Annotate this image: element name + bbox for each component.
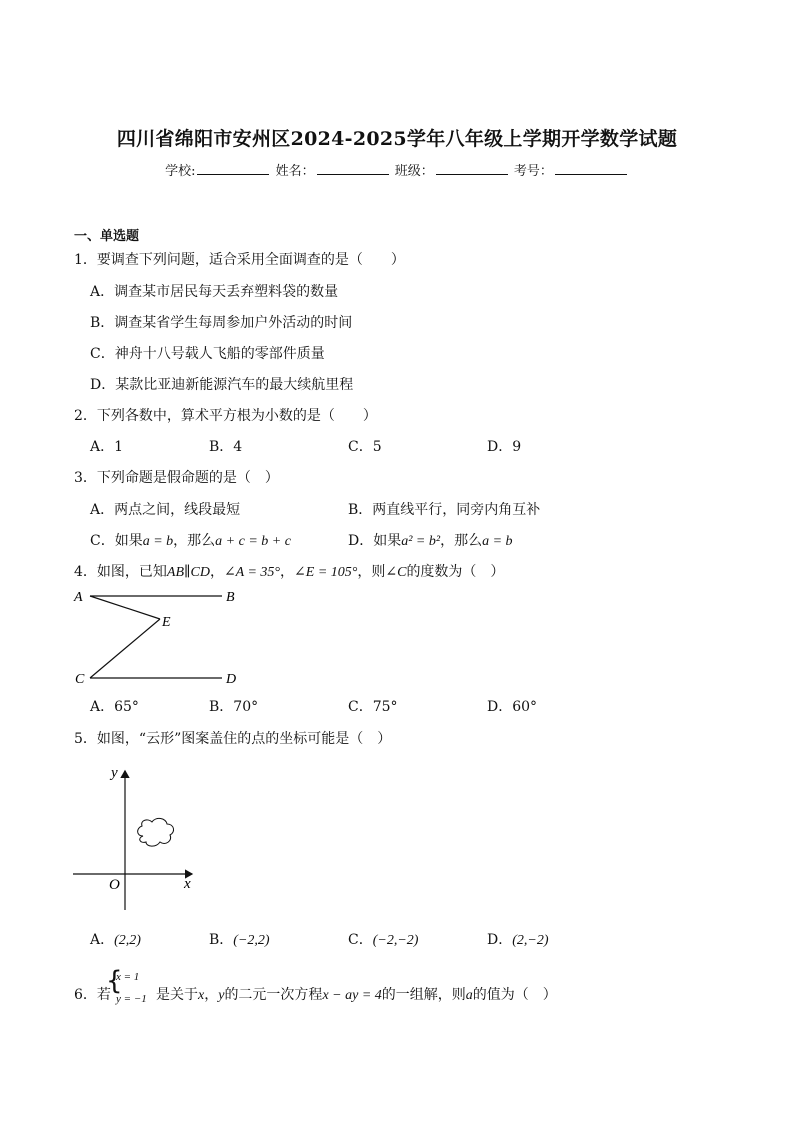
q4-option-c: C．75° — [348, 699, 398, 715]
label-d: D — [226, 672, 237, 687]
system-brace: { — [106, 966, 123, 996]
q4-stem-sep1: ， — [209, 564, 224, 580]
q3-d-math1: a² = b² — [401, 534, 441, 549]
q3-c-prefix: C．如果 — [90, 533, 143, 549]
q5-b-label: B． — [209, 932, 234, 948]
q5-b-value: (−2,2) — [233, 933, 270, 948]
q5-d-label: D． — [487, 932, 513, 948]
q5-option-a — [90, 929, 141, 949]
q4-option-a: A．65° — [90, 699, 139, 715]
student-info-line — [0, 160, 794, 179]
q5-stem: 5．如图，“云形”图案盖住的点的坐标可能是（ ） — [74, 731, 392, 747]
q6-equation: x − ay = 4 — [322, 988, 382, 1003]
q5-option-b — [209, 929, 270, 949]
q2-option-a: A．1 — [90, 439, 124, 455]
label-e: E — [162, 615, 171, 630]
origin-label: O — [109, 877, 120, 893]
q3-option-d — [348, 530, 513, 550]
section-heading: 一、单选题 — [74, 229, 140, 244]
q6-mid1: 是关于 — [156, 987, 198, 1003]
q2-stem: 2．下列各数中，算术平方根为小数的是（ ） — [74, 408, 377, 424]
q3-c-mid: ，那么 — [173, 533, 216, 549]
q4-stem-math2: ∠A = 35° — [223, 565, 281, 580]
q6-stem-rest — [156, 984, 557, 1004]
label-c: C — [75, 672, 85, 687]
q4-stem-sep2: ， — [280, 564, 295, 580]
q6-suffix: 的值为（ ） — [472, 987, 557, 1003]
q4-stem-math4: ∠C — [385, 565, 407, 580]
q5-figure — [70, 758, 200, 913]
q2-option-d: D．9 — [487, 439, 522, 455]
q6-system-eq2: y = −1 — [116, 993, 147, 1005]
line-ae — [90, 596, 160, 619]
q5-option-c — [348, 929, 418, 949]
q3-d-math2: a = b — [482, 534, 513, 549]
q5-a-label: A． — [90, 932, 115, 948]
school-label: 学校: — [165, 164, 196, 179]
q5-a-value: (2,2) — [114, 933, 141, 948]
name-label: 姓名： — [275, 164, 315, 179]
q6-system-eq1: x = 1 — [116, 971, 140, 983]
q6-mid2: 的二元一次方程 — [224, 987, 323, 1003]
q6-comma: ， — [204, 987, 219, 1003]
q5-d-value: (2,−2) — [512, 933, 549, 948]
q4-figure — [70, 585, 250, 690]
q2-option-c: C．5 — [348, 439, 382, 455]
q5-c-value: (−2,−2) — [372, 933, 419, 948]
school-blank[interactable] — [197, 162, 269, 175]
q4-option-d: D．60° — [487, 699, 538, 715]
q3-d-prefix: D．如果 — [348, 533, 402, 549]
q4-stem-prefix: 4．如图，已知 — [74, 564, 167, 580]
q6-mid3: 的一组解，则 — [381, 987, 466, 1003]
q5-option-d — [487, 929, 549, 949]
q6-var-x: x — [198, 988, 205, 1003]
q6-prefix: 6．若 — [74, 987, 111, 1003]
q3-c-math1: a = b — [142, 534, 174, 549]
number-label: 考号： — [513, 164, 553, 179]
cloud-shape — [138, 818, 174, 846]
name-blank[interactable] — [317, 162, 389, 175]
q1-option-c: C．神舟十八号载人飞船的零部件质量 — [90, 346, 325, 362]
label-a: A — [74, 590, 83, 605]
q3-option-c — [90, 530, 291, 550]
q1-option-a: A．调查某市居民每天丢弃塑料袋的数量 — [90, 284, 339, 300]
q1-option-d: D．某款比亚迪新能源汽车的最大续航里程 — [90, 377, 354, 393]
q3-c-math2: a + c = b + c — [215, 534, 291, 549]
q1-option-b: B．调查某省学生每周参加户外活动的时间 — [90, 315, 353, 331]
q4-stem-mid: ，则 — [357, 564, 386, 580]
line-ec — [90, 619, 160, 678]
class-blank[interactable] — [436, 162, 508, 175]
number-blank[interactable] — [555, 162, 627, 175]
q4-stem-suffix: 的度数为（ ） — [406, 564, 505, 580]
q6-var-a: a — [465, 988, 473, 1003]
x-axis-label: x — [184, 876, 191, 892]
q4-option-b: B．70° — [209, 699, 259, 715]
q1-stem: 1．要调查下列问题，适合采用全面调查的是（ ） — [74, 252, 405, 268]
y-axis-label: y — [111, 765, 118, 781]
q4-stem — [74, 561, 504, 581]
q5-c-label: C． — [348, 932, 373, 948]
q3-option-b: B．两直线平行，同旁内角互补 — [348, 502, 541, 518]
class-label: 班级： — [394, 164, 434, 179]
q3-option-a: A．两点之间，线段最短 — [90, 502, 241, 518]
page-title: 四川省绵阳市安州区2024-2025学年八年级上学期开学数学试题 — [116, 128, 678, 150]
q4-stem-math3: ∠E = 105° — [294, 565, 358, 580]
q4-stem-math1: AB∥CD — [166, 565, 210, 580]
q3-d-mid: ，那么 — [440, 533, 483, 549]
q3-stem: 3．下列命题是假命题的是（ ） — [74, 470, 279, 486]
q6-var-y: y — [218, 988, 225, 1003]
q2-option-b: B．4 — [209, 439, 243, 455]
label-b: B — [226, 590, 235, 605]
